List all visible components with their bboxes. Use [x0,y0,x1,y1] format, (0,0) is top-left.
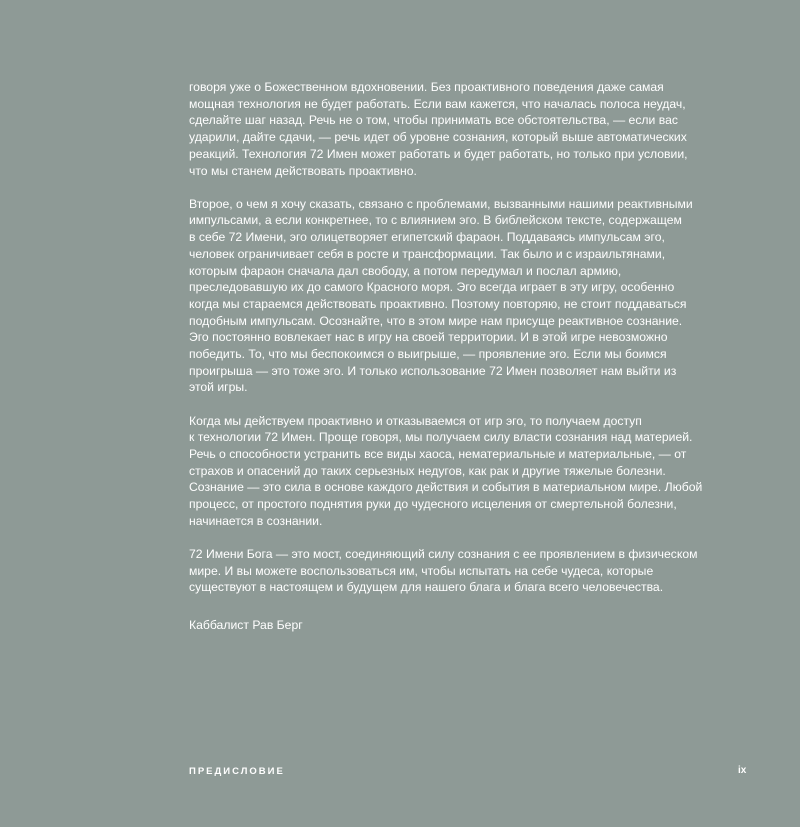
text-line: Второе, о чем я хочу сказать, связано с проблемами, вызванными нашими реактивными [189,196,693,211]
text-line: что мы станем действовать проактивно. [189,163,417,178]
text-line: существуют в настоящем и будущем для нашего блага и блага всего человечества. [189,580,664,595]
text-line: Сознание — это сила в основе каждого действия и события в материальном мире. Любой [189,480,703,495]
text-line: мощная технология не будет работать. Если вам кажется, что началась полоса неудач, [189,96,686,111]
text-line: когда мы стараемся действовать проактивно. Поэтому повторяю, не стоит поддаваться [189,296,687,311]
paragraph-2 [189,196,719,396]
paragraph-1 [189,79,719,179]
text-line: ударили, дайте сдачи, — речь идет об уровне сознания, который выше автоматических [189,130,687,145]
paragraph-4 [189,546,719,596]
text-line: которым фараон сначала дал свободу, а потом передумал и послал армию, [189,263,622,278]
text-line: страхов и опасений до таких серьезных недугов, как рак и другие тяжелые болезни. [189,463,666,478]
text-line: победить. То, что мы беспокоимся о выигрыше, — проявление эго. Если мы боимся [189,347,667,362]
text-line: начинается в сознании. [189,513,323,528]
text-line: Речь о способности устранить все виды хаоса, нематериальные и материальные, — от [189,447,687,462]
paragraph-3 [189,413,719,530]
text-line: проигрыша — это тоже эго. И только использование 72 Имен позволяет нам выйти из [189,363,677,378]
text-line: человек ограничивает себя в росте и трансформации. Так было и с израильтянами, [189,246,666,261]
text-line: подобным импульсам. Осознайте, что в этом мире нам присуще реактивное сознание. [189,313,683,328]
running-footer-section: ПРЕДИСЛОВИЕ [189,766,285,777]
text-line: преследовавшую их до самого Красного моря. Эго всегда играет в эту игру, особенно [189,280,675,295]
text-line: говоря уже о Божественном вдохновении. Без проактивного поведения даже самая [189,80,664,94]
text-line: мире. И вы можете воспользоваться им, чтобы испытать на себе чудеса, которые [189,563,654,578]
text-line: в себе 72 Имени, эго олицетворяет египетский фараон. Поддаваясь импульсам эго, [189,230,665,245]
body-text [189,79,719,634]
text-line: процесс, от простого поднятия руки до чудесного исцеления от смертельной болезни, [189,497,677,512]
text-line: Эго постоянно вовлекает нас в игру на своей территории. И в этой игре невозможно [189,330,668,345]
author-signature: Каббалист Рав Берг [189,618,303,633]
page-number: ix [738,765,747,776]
text-line: Когда мы действуем проактивно и отказываемся от игр эго, то получаем доступ [189,413,642,428]
text-line: к технологии 72 Имен. Проще говоря, мы получаем силу власти сознания над материей. [189,430,693,445]
text-line: 72 Имени Бога — это мост, соединяющий силу сознания с ее проявлением в физическом [189,547,698,562]
text-line: реакций. Технология 72 Имен может работать и будет работать, но только при условии, [189,146,688,161]
text-line: сделайте шаг назад. Речь не о том, чтобы принимать все обстоятельства, — если вас [189,113,678,128]
text-line: этой игры. [189,380,248,395]
text-line: импульсами, а если конкретнее, то с влиянием эго. В библейском тексте, содержащем [189,213,682,228]
